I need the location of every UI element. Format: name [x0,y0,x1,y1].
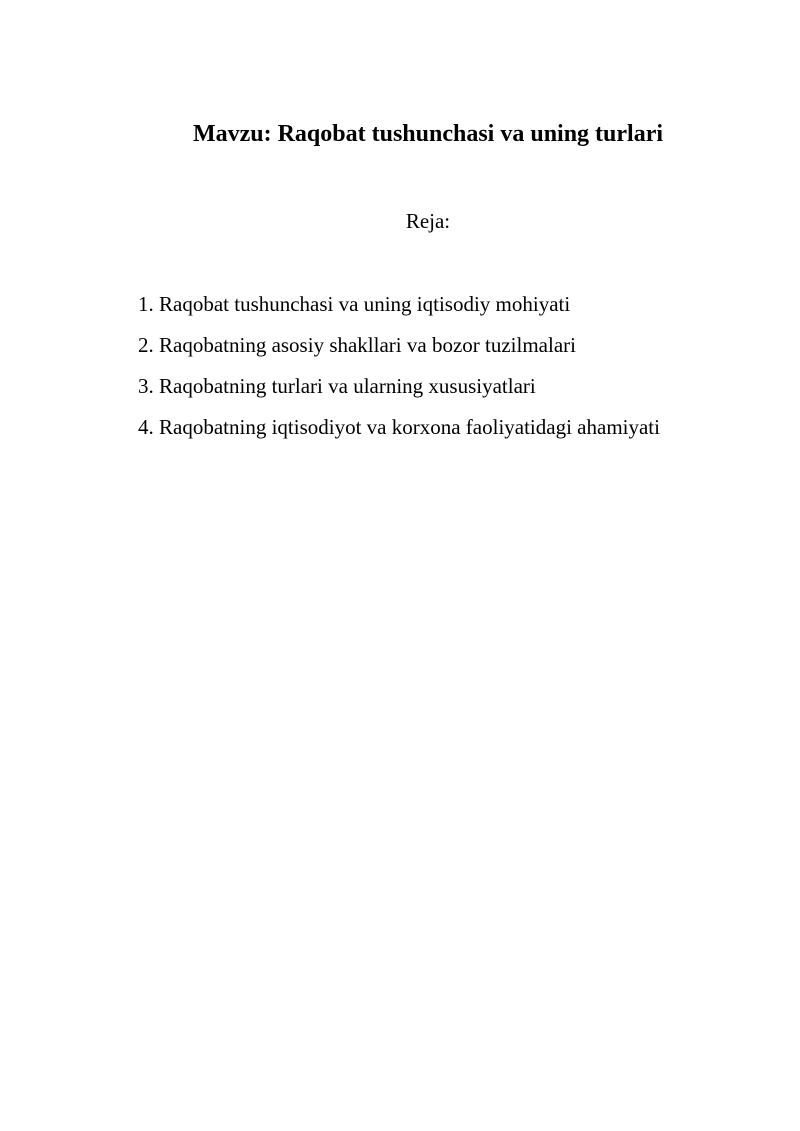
plan-item: 4. Raqobatning iqtisodiyot va korxona faoliyatidagi ahamiyati [138,415,660,439]
plan-heading: Reja: [405,209,451,233]
document-title: Mavzu: Raqobat tushunchasi va uning turlari [192,121,664,147]
plan-item: 2. Raqobatning asosiy shakllari va bozor tuzilmalari [138,333,576,357]
plan-item: 3. Raqobatning turlari va ularning xususiyatlari [138,374,536,398]
plan-list [138,289,660,453]
plan-item: 1. Raqobat tushunchasi va uning iqtisodiy mohiyati [138,292,571,316]
